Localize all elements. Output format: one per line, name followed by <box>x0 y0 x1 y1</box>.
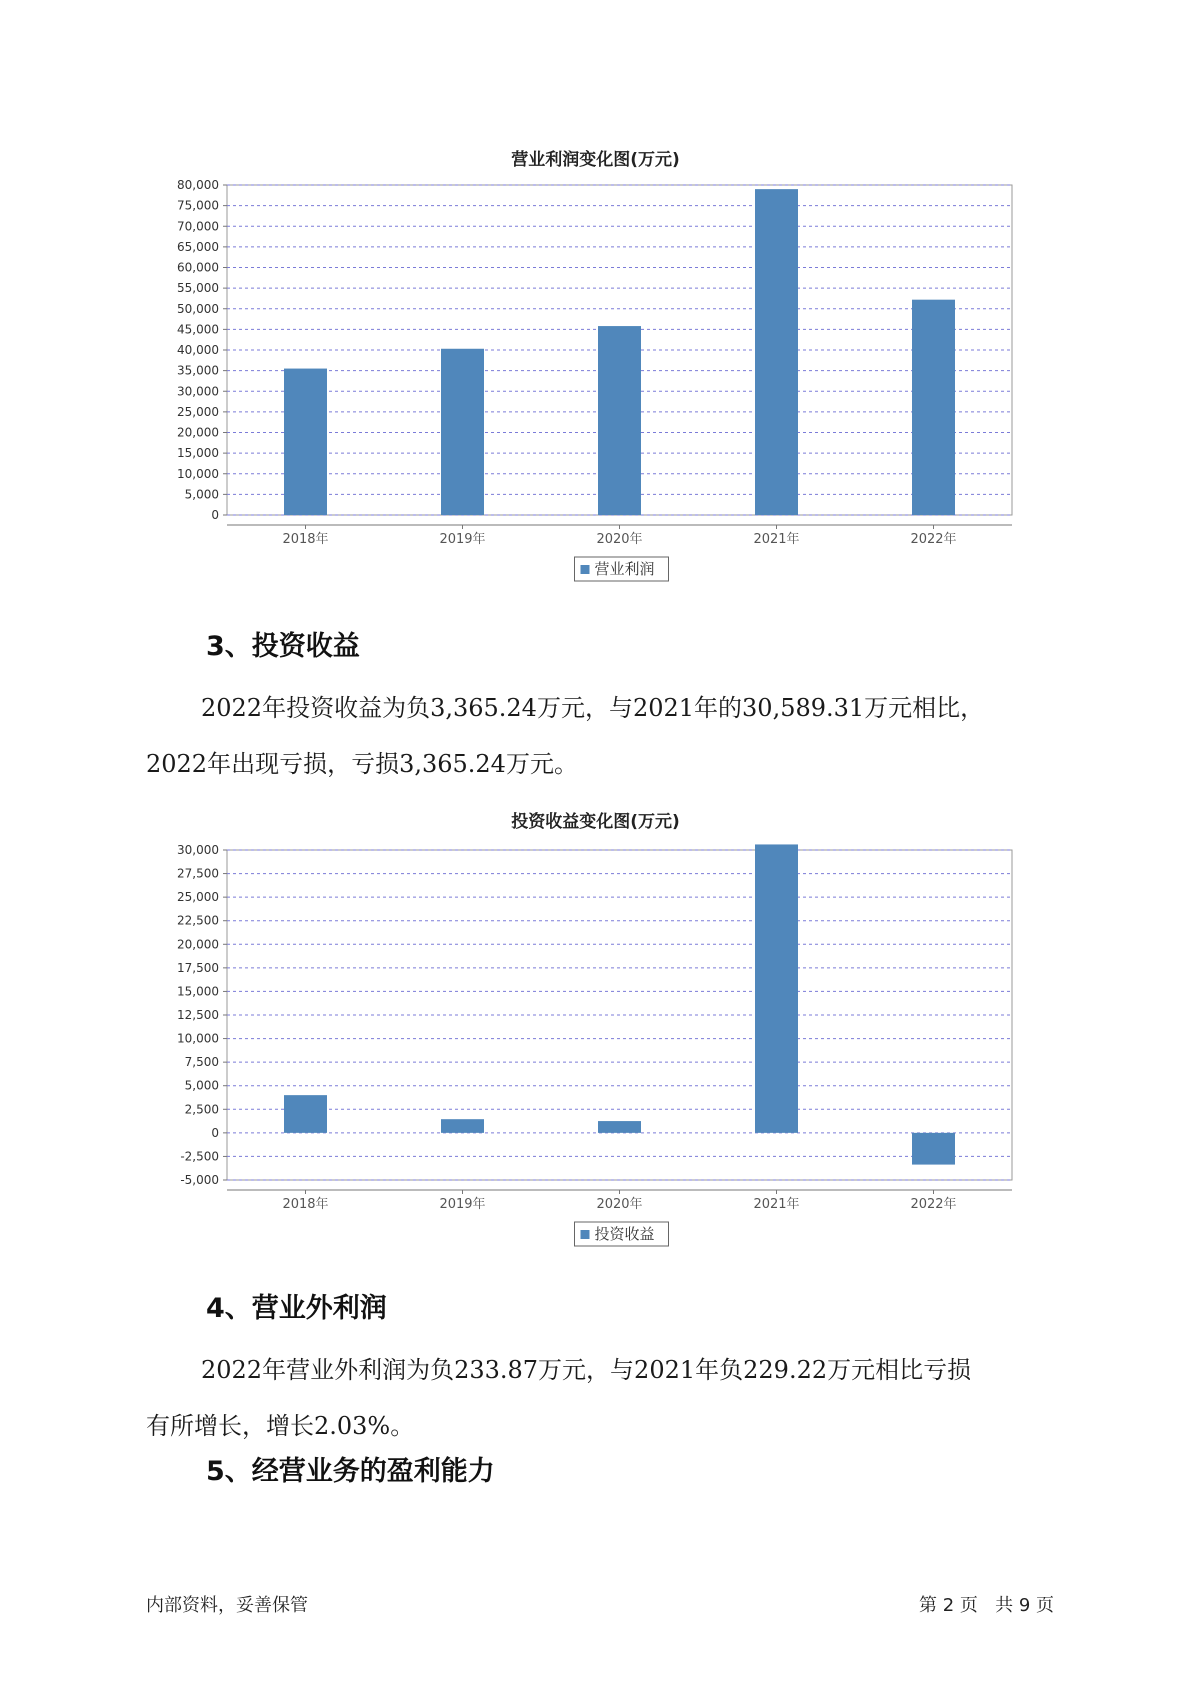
x-tick-label: 2020年 <box>596 1197 643 1212</box>
legend-label: 投资收益 <box>594 1225 655 1243</box>
y-tick-label: 17,500 <box>177 960 219 975</box>
x-tick-label: 2020年 <box>596 532 643 547</box>
bar-2021年 <box>755 189 798 515</box>
legend-swatch <box>581 565 590 574</box>
section-4-line-2: 有所增长，增长2.03%。 <box>146 1412 415 1440</box>
y-tick-label: 70,000 <box>177 219 219 234</box>
bar-2019年 <box>441 1119 484 1133</box>
y-tick-label: 15,000 <box>177 984 219 999</box>
y-tick-label: 27,500 <box>177 866 219 881</box>
y-tick-label: 65,000 <box>177 239 219 254</box>
x-tick-label: 2021年 <box>753 1197 800 1212</box>
y-tick-label: 7,500 <box>184 1055 219 1070</box>
footer-page-number: 第 2 页 共 9 页 <box>919 1595 1054 1616</box>
bar-2018年 <box>284 1095 327 1133</box>
y-tick-label: -5,000 <box>180 1173 219 1187</box>
y-tick-label: 80,000 <box>177 178 219 192</box>
y-tick-label: 5,000 <box>184 487 219 502</box>
section-4-paragraph <box>146 1342 1066 1454</box>
bar-2018年 <box>284 369 327 515</box>
y-tick-label: 20,000 <box>177 937 219 952</box>
y-tick-label: 50,000 <box>177 301 219 316</box>
section-3-line-2: 2022年出现亏损，亏损3,365.24万元。 <box>146 750 578 778</box>
y-tick-label: 15,000 <box>177 446 219 461</box>
investment-income-chart <box>0 835 1191 1255</box>
bar-2019年 <box>441 349 484 515</box>
y-tick-label: 10,000 <box>177 1031 219 1046</box>
x-tick-label: 2022年 <box>910 532 957 547</box>
y-tick-label: 25,000 <box>177 404 219 419</box>
x-tick-label: 2018年 <box>282 532 329 547</box>
bar-2022年 <box>912 300 955 515</box>
y-tick-label: 75,000 <box>177 198 219 213</box>
bar-2022年 <box>912 1133 955 1165</box>
y-tick-label: 40,000 <box>177 343 219 357</box>
bar-2020年 <box>598 326 641 515</box>
section-4-line-1: 2022年营业外利润为负233.87万元，与2021年负229.22万元相比亏损 <box>201 1356 972 1384</box>
legend <box>575 557 669 581</box>
x-tick-label: 2022年 <box>910 1197 957 1212</box>
section-3-paragraph <box>146 680 1066 792</box>
y-tick-label: 45,000 <box>177 322 219 337</box>
y-tick-label: -2,500 <box>180 1149 219 1164</box>
chart1-title: 营业利润变化图(万元) <box>511 150 680 170</box>
y-tick-label: 22,500 <box>177 913 219 928</box>
y-tick-label: 0 <box>211 508 219 522</box>
y-tick-label: 12,500 <box>177 1008 219 1022</box>
y-tick-label: 25,000 <box>177 890 219 905</box>
bar-2020年 <box>598 1121 641 1133</box>
section-3-heading: 3、投资收益 <box>206 631 360 662</box>
x-tick-label: 2021年 <box>753 532 800 547</box>
footer-confidential-note: 内部资料，妥善保管 <box>146 1595 308 1616</box>
legend <box>575 1222 669 1246</box>
legend-swatch <box>581 1230 590 1239</box>
y-tick-label: 30,000 <box>177 384 219 399</box>
x-tick-label: 2019年 <box>439 532 486 547</box>
y-tick-label: 0 <box>211 1125 219 1140</box>
bar-2021年 <box>755 844 798 1132</box>
legend-label: 营业利润 <box>594 560 655 578</box>
x-tick-label: 2018年 <box>282 1197 329 1212</box>
section-3-line-1: 2022年投资收益为负3,365.24万元，与2021年的30,589.31万元相比， <box>201 694 985 722</box>
section-5-heading: 5、经营业务的盈利能力 <box>206 1456 495 1487</box>
y-tick-label: 30,000 <box>177 843 219 857</box>
chart2-title: 投资收益变化图(万元) <box>511 812 680 832</box>
y-tick-label: 55,000 <box>177 281 219 296</box>
y-tick-label: 2,500 <box>184 1102 219 1117</box>
section-4-heading: 4、营业外利润 <box>206 1293 387 1324</box>
y-tick-label: 5,000 <box>184 1078 219 1093</box>
y-tick-label: 35,000 <box>177 363 219 378</box>
y-tick-label: 60,000 <box>177 260 219 275</box>
x-tick-label: 2019年 <box>439 1197 486 1212</box>
y-tick-label: 10,000 <box>177 466 219 481</box>
operating-profit-chart <box>0 170 1191 590</box>
y-tick-label: 20,000 <box>177 425 219 440</box>
